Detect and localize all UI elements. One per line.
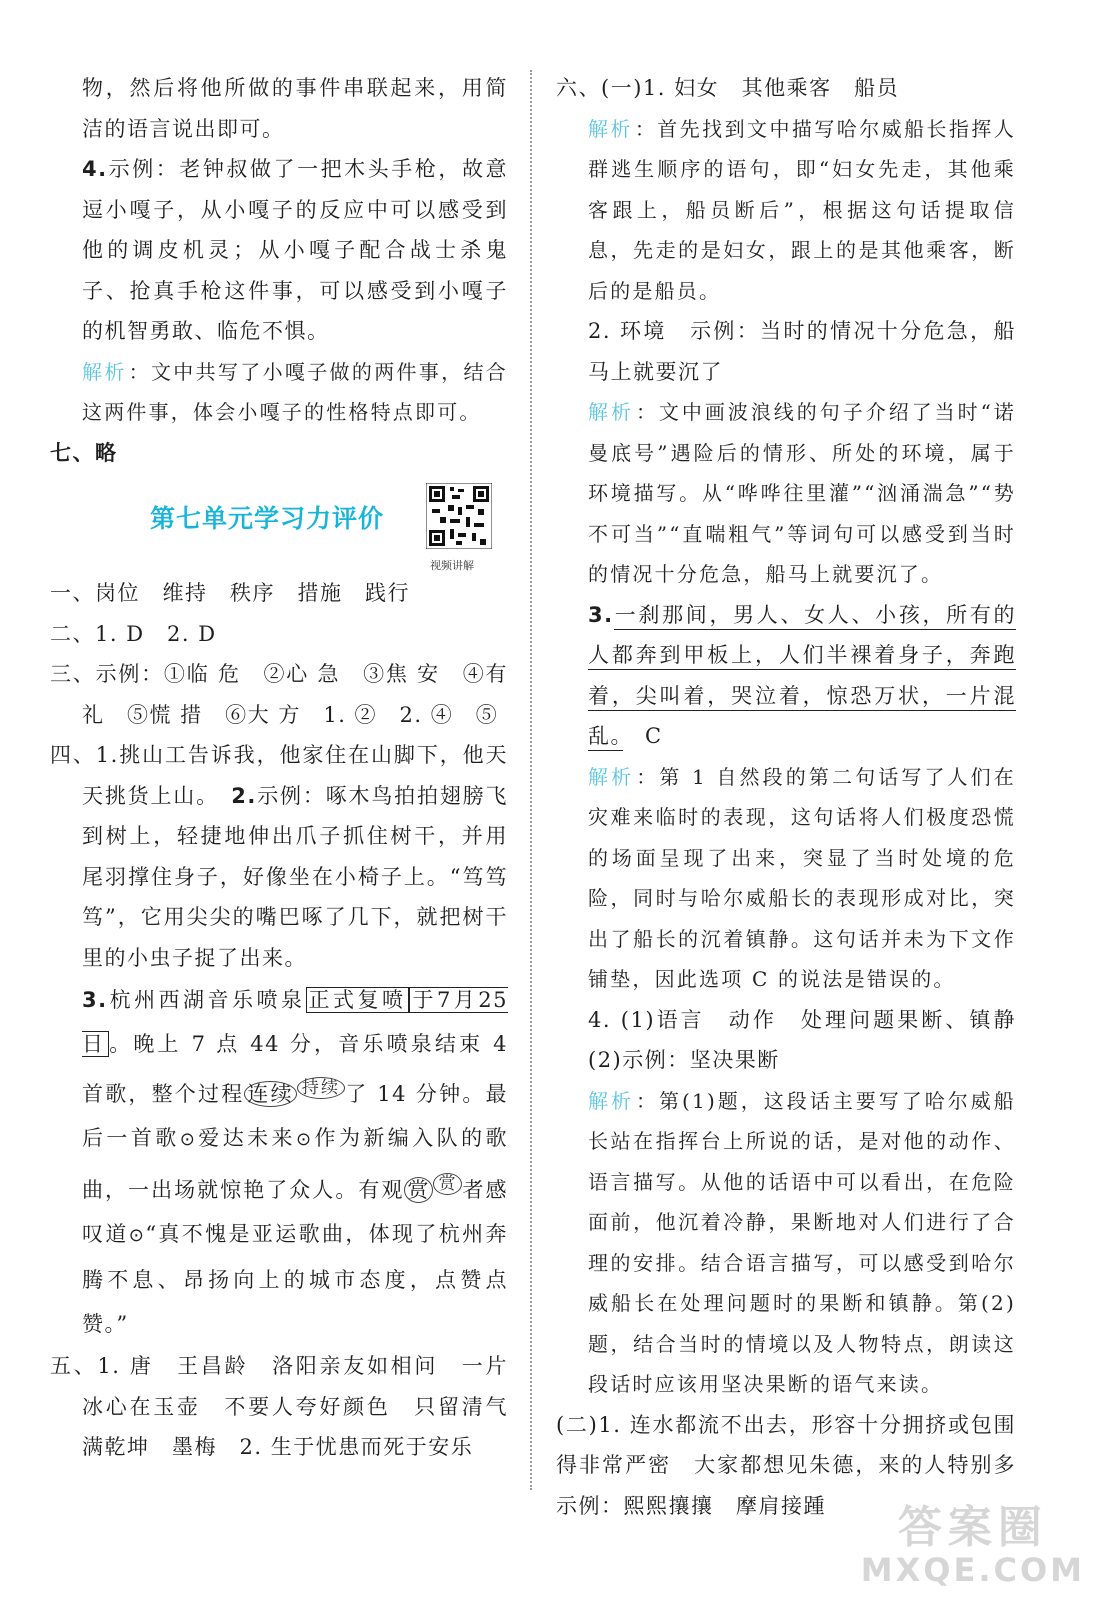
analysis-tag: 解析: [588, 116, 633, 141]
left-analysis-1: [50, 352, 508, 433]
left-column: [50, 68, 508, 1468]
s4-3-number: 3.: [82, 988, 108, 1012]
unit-header: [50, 473, 508, 593]
analysis-tag: 解析: [82, 359, 127, 384]
analysis-tag: 解析: [588, 1088, 635, 1113]
s4-3-text-b: 。晚上 7 点 44 分，音乐喷泉结束 4 首歌，整个过程: [82, 1032, 509, 1106]
q4-text: 示例：老钟叔做了一把木头手枪，故意逗小嘎子，从小嘎子的反应中可以感受到他的调皮机灵；从小嘎子配合战士杀鬼子、抢真手枪这件事，可以感受到小嘎子的机智勇敢、临危不惧。: [82, 157, 508, 343]
right-answer-2: 2. 环境 示例：当时的情况十分危急，船马上就要沉了: [588, 319, 1016, 384]
right-analysis-4: [556, 1081, 1016, 1405]
unit-title: 第七单元学习力评价: [150, 504, 385, 533]
analysis-tag: 解析: [588, 400, 634, 424]
underlined-sentence: 一刹那间，男人、女人、小孩，所有的人都奔到甲板上，人们半裸着身子，奔跑着，尖叫着，哭泣着，惊恐万状，一片混乱。: [588, 603, 1016, 752]
watermark-logo: [861, 1504, 1085, 1588]
q4-number: 4.: [82, 157, 108, 181]
analysis-text: ：首先找到文中描写哈尔威船长指挥人群逃生顺序的语句，即“妇女先走，其他乘客跟上，船员断后”，根据这句话提取信息，先走的是妇女，跟上的是其他乘客，断后的是船员。: [588, 116, 1016, 303]
proof-mark-icon-2: ⊙: [295, 1129, 313, 1150]
right-analysis-2: [556, 392, 1016, 595]
analysis-text: ：第(1)题，这段话主要写了哈尔威船长站在指挥台上所说的话，是对他的动作、语言描写。从他的话语中可以看出，在危险面前，他沉着冷静，果断地对人们进行了合理的安排。结合语言描写，可以感受到哈尔威船长在处理问题时的果断和镇静。第(2)题，结合当时的情境以及人物特点，朗读这段话时应该用坚决果断的语气来读。: [588, 1088, 1016, 1396]
qr-label: 视频讲解: [430, 559, 474, 572]
s4-3-text-f: 者感叹道: [82, 1178, 509, 1246]
correction-box-2: 于7月25日: [82, 988, 509, 1056]
section-four-head: 四、1.: [50, 743, 119, 767]
analysis-tag: 解析: [588, 764, 635, 789]
right-answer-3: [556, 595, 1016, 757]
analysis-text: ：文中画波浪线的句子介绍了当时“诺曼底号”遇险后的情形、所处的环境，属于环境描写。从“哗哗往里灌”“汹涌湍急”“势不可当”“直喘粗气”等词句可以感受到当时的情况十分危急，船马上就要沉了。: [588, 400, 1016, 586]
left-paragraph-1: 物，然后将他所做的事件串联起来，用简洁的语言说出即可。: [82, 76, 508, 141]
column-divider: [530, 70, 532, 1490]
s4-3-text-e: 作为新编入队的歌曲，一出场就惊艳了众人。有观: [82, 1126, 509, 1202]
r3-choice: C: [645, 724, 663, 748]
section-six-part-two: (二)1. 连水都流不出去，形容十分拥挤或包围得非常严密 大家都想见朱德，来的人特别多 示例：熙熙攘攘 摩肩接踵: [556, 1412, 1039, 1518]
qr-code-icon[interactable]: [426, 483, 492, 549]
proof-mark-icon: ⊙: [179, 1129, 197, 1150]
watermark-line-2: MXQE.COM: [860, 1550, 1085, 1589]
right-analysis-1: [556, 109, 1016, 312]
correction-insert-1: 持续: [297, 1077, 345, 1099]
section-six-head: 六、(一)1. 妇女 其他乘客 船员: [556, 76, 900, 100]
section-five: 五、1. 唐 王昌龄 洛阳亲友如相问 一片冰心在玉壶 不要人夸好颜色 只留清气满乾坤 墨梅 2. 生于忧患而死于安乐: [50, 1354, 508, 1459]
r3-number: 3.: [588, 602, 614, 627]
s4-3-text-a: 杭州西湖音乐喷泉: [107, 988, 306, 1012]
section-two: 二、1. D 2. D: [50, 621, 217, 646]
s4-2-number: 2.: [231, 783, 257, 808]
section-one: 一、岗位 维持 秩序 措施 践行: [50, 581, 410, 605]
analysis-text: ：文中共写了小嘎子做的两件事，结合这两件事，体会小嘎子的性格特点即可。: [82, 359, 509, 424]
correction-box-1: 正式复喷: [306, 987, 410, 1013]
right-column: [556, 68, 1039, 1526]
s4-3-text-c: 了 14 分钟。最后一首歌: [82, 1082, 509, 1150]
watermark-line-1: 答案圈: [897, 1502, 1048, 1554]
analysis-text: ：第 1 自然段的第二句话写了人们在灾难来临时的表现，这句话将人们极度恐慌的场面呈现了出来，突显了当时处境的危险，同时与哈尔威船长的表现形成对比，突出了船长的沉着镇静。这句话并未为下文作铺垫，因此选项 C 的说法是错误的。: [588, 764, 1016, 991]
colon-mark-icon: ⊙: [128, 1225, 146, 1246]
s4-answer-1: 挑山工告诉我，他家住在山脚下，他天天挑货上山。: [82, 743, 508, 808]
correction-circle-1: 连续: [244, 1081, 296, 1107]
section-seven: 七、略: [50, 439, 118, 465]
correction-insert-2: 赏: [433, 1173, 462, 1195]
s4-3-text-d: 爱达未来: [196, 1126, 296, 1150]
s4-3-text-g: “真不愧是亚运歌曲，体现了杭州奔腾不息、昂扬向上的城市态度，点赞点赞。”: [82, 1222, 508, 1336]
s4-answer-2: 示例：啄木鸟拍拍翅膀飞到树上，轻捷地伸出爪子抓住树干，并用尾羽撑住身子，好像坐在小椅子上。“笃笃笃”，它用尖尖的嘴巴啄了几下，就把树干里的小虫子捉了出来。: [82, 783, 508, 970]
right-analysis-3: [556, 757, 1016, 1000]
left-answer-4: [50, 149, 508, 352]
s4-answer-3: [50, 978, 508, 1346]
section-four: [50, 735, 508, 978]
section-three: 三、示例：①临 危 ②心 急 ③焦 安 ④有礼 ⑤慌 措 ⑥大 方 1. ② 2. ④ ⑤: [50, 662, 508, 727]
right-answer-4: 4. (1)语言 动作 处理问题果断、镇静 (2)示例：坚决果断: [588, 1007, 1039, 1072]
correction-circle-2: 赏: [404, 1177, 433, 1203]
